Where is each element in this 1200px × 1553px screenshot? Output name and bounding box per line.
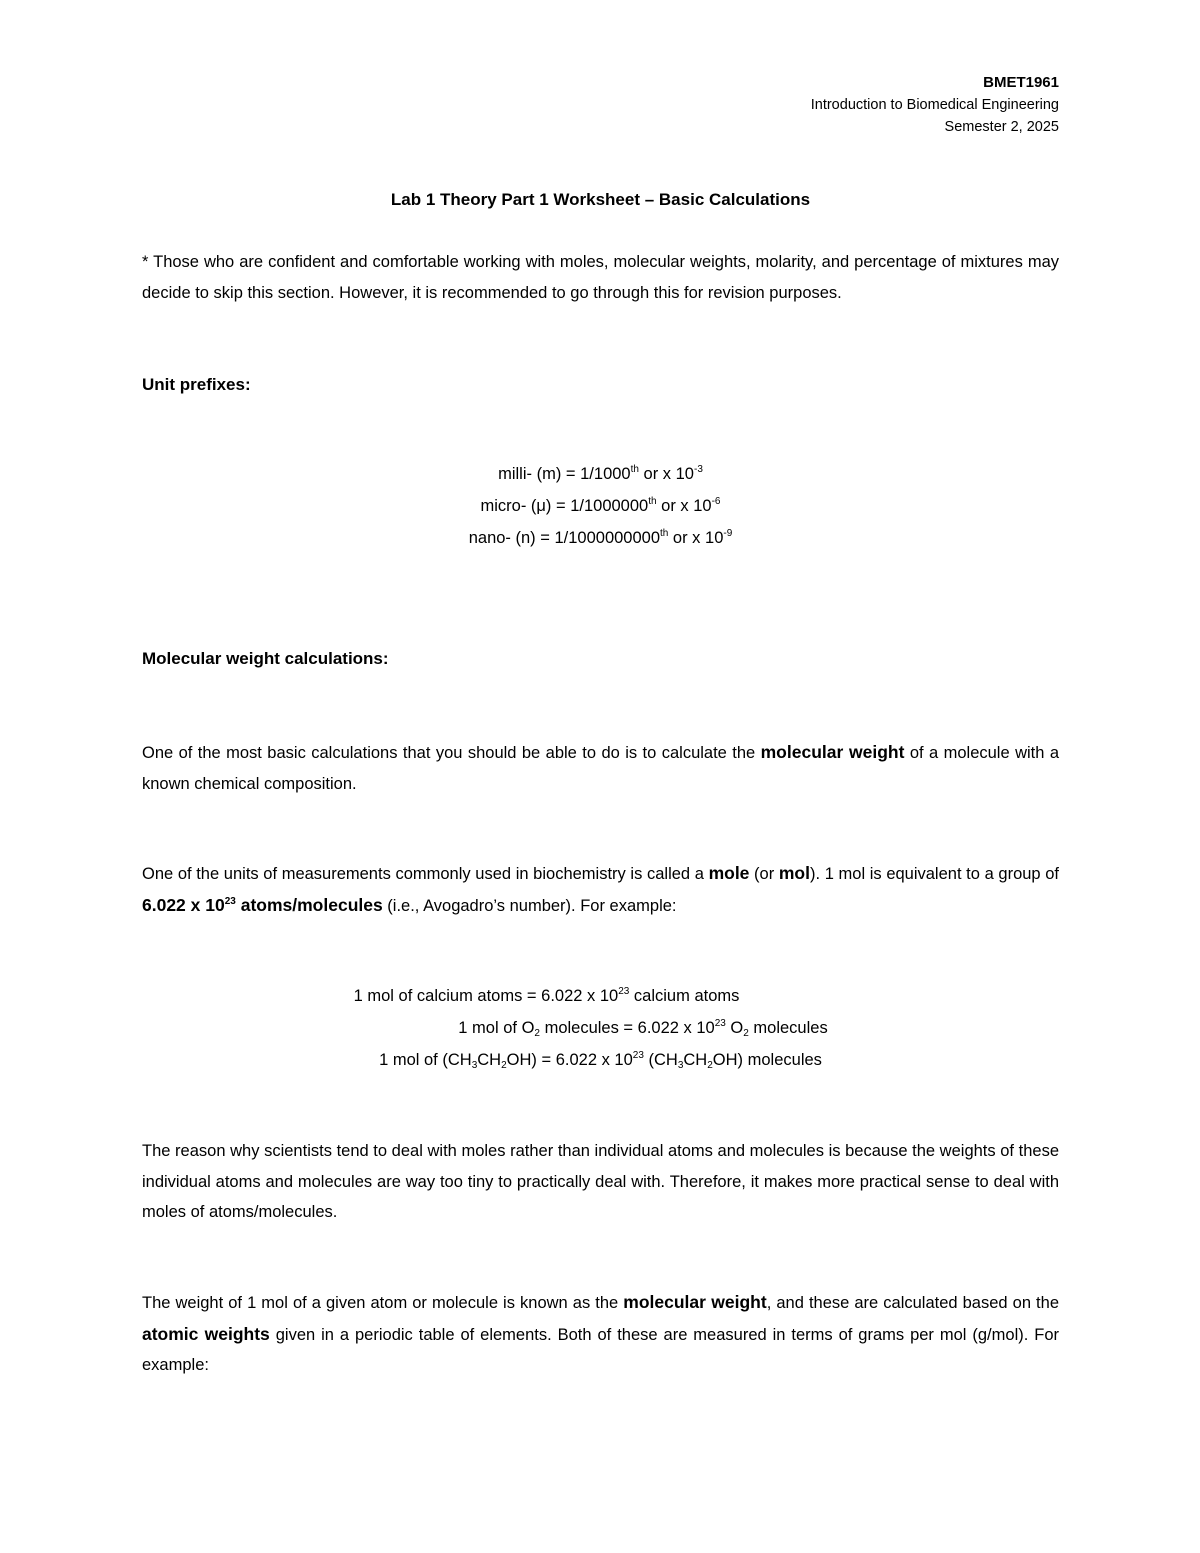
intro-paragraph [142,247,1059,308]
mw-paragraph-3: The reason why scientists tend to deal with moles rather than individual atoms and molecules is because the weights of these individual atoms and molecules are way too tiny to practically deal with. Therefore, it makes more practical sense to deal with moles of atoms/molecules. [142,1142,1059,1221]
molecular-weight-heading: Molecular weight calculations: [142,649,389,668]
course-code: BMET1961 [983,74,1059,91]
intro-text: Those who are confident and comfortable working with moles, molecular weights, molarity, and percentage of mixtures may decide to skip this section. However, it is recommended to go through this for revision purposes. [142,253,1059,302]
example-ethanol: 1 mol of $(CH_3CH_2OH) = 6.022$ x $10^{23}$ $(CH_3CH_2OH)$ molecules [379,1050,822,1071]
course-name: Introduction to Biomedical Engineering [810,97,1059,113]
mw-paragraph-4: The weight of 1 mol of a given atom or molecule is known as the molecular weight, and these are calculated based on the atomic weights given in a periodic table of elements. Both of these are measured in terms of grams per mol (g/mol). For example: [142,1292,1060,1374]
page-title: Lab 1 Theory Part 1 Worksheet – Basic Calculations [390,190,811,209]
prefix-nano: nano- (n) = 1/1000000000th or x $10^{-9}$ [468,528,733,547]
intro-star: * [142,253,149,271]
page-header [811,72,1059,138]
prefix-milli: milli- (m) = 1/1000th or x $10^{-3}$ [498,464,703,483]
unit-prefixes-heading: Unit prefixes: [142,375,251,394]
mw-paragraph-1: One of the most basic calculations that you should be able to do is to calculate the molecular weight of a molecule with a known chemical composition. [142,742,1059,793]
semester: Semester 2, 2025 [944,119,1059,135]
prefix-micro: micro- (μ) = 1/1000000th or x $10^{-6}$ [480,496,721,515]
mw-paragraph-2: One of the units of measurements commonly used in biochemistry is called a mole (or mol). 1 mol is equivalent to a group of 6.022 x $10^{23}$ atoms/molecules (i.e., Avogadro’s number). For example: [142,863,1059,915]
mole-examples [142,980,1059,1076]
example-calcium: 1 mol of calcium atoms = 6.022 x $10^{23}$ calcium atoms [353,986,740,1005]
unit-prefix-list [142,458,1059,554]
example-oxygen: 1 mol of $O_2$ molecules = 6.022 x $10^{23}$ $O_2$ molecules [458,1018,828,1039]
